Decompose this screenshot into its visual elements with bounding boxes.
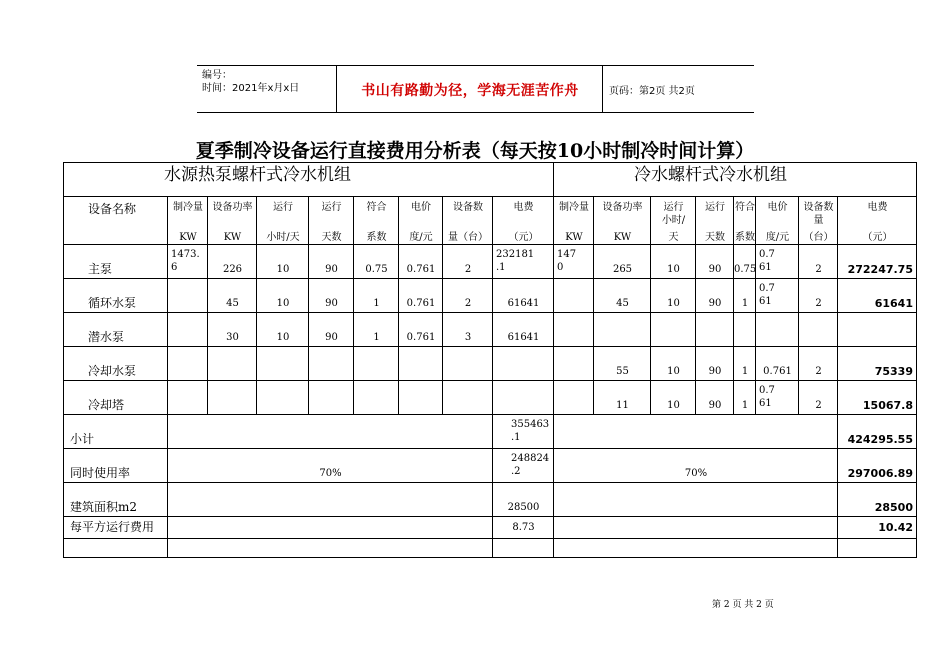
cell-value: 1473. 6 (171, 249, 200, 273)
cell-value: 30 (226, 332, 239, 343)
summary-right-value (837, 516, 917, 539)
column-label: 符合 (366, 202, 387, 213)
table-cell (798, 346, 838, 381)
table-cell (308, 278, 354, 313)
table-cell (650, 312, 696, 347)
table-cell (398, 380, 443, 415)
cell-value: 0.761 (406, 264, 436, 275)
row-name: 主泵 (88, 262, 113, 276)
table-cell (755, 312, 799, 347)
cell-value: 2 (815, 366, 822, 377)
cell-value: 10 (667, 400, 680, 411)
summary-name: 每平方运行费用 (70, 520, 155, 534)
cell-value: 90 (708, 264, 722, 275)
summary-left-span (167, 414, 493, 449)
table-cell (207, 312, 257, 347)
column-header (593, 196, 651, 245)
table-cell (167, 244, 208, 279)
page-title: 夏季制冷设备运行直接费用分析表（每天按10小时制冷时间计算） (195, 140, 755, 162)
table-cell (256, 380, 309, 415)
column-header (167, 196, 208, 245)
table-cell (837, 278, 917, 313)
column-unit: 系数 (735, 232, 755, 243)
table-cell (442, 244, 493, 279)
summary-name: 同时使用率 (70, 466, 131, 480)
summary-rate: 70% (684, 468, 708, 479)
column-label: 运行 (705, 202, 725, 213)
table-cell (167, 380, 208, 415)
table-cell (398, 278, 443, 313)
table-cell (207, 278, 257, 313)
column-header (650, 196, 696, 245)
summary-left-value (492, 538, 554, 558)
summary-left-value (492, 414, 554, 449)
cell-value: 0.75 (734, 264, 757, 275)
column-header (553, 196, 594, 245)
cell-value: 10 (276, 298, 290, 309)
column-unit: （元） (508, 232, 539, 243)
summary-value: 8.73 (512, 522, 535, 533)
column-label: 运行 (321, 202, 342, 213)
table-cell (308, 312, 354, 347)
table-cell (837, 312, 917, 347)
column-label: 电价 (767, 202, 788, 213)
column-unit: 天 (668, 232, 679, 243)
table-cell (207, 244, 257, 279)
column-unit: 天数 (321, 232, 342, 243)
document-header (197, 65, 754, 113)
column-unit: （台） (803, 232, 834, 243)
table-cell (733, 312, 756, 347)
table-cell (553, 244, 594, 279)
summary-name: 小计 (70, 432, 95, 446)
table-cell (308, 346, 354, 381)
table-cell (398, 244, 443, 279)
summary-left-span (167, 448, 493, 483)
cell-value: 0.761 (406, 298, 436, 309)
table-cell (593, 346, 651, 381)
summary-right-value (837, 482, 917, 517)
summary-value: 424295.55 (847, 433, 913, 446)
cell-value: 10 (667, 298, 680, 309)
table-cell (695, 244, 734, 279)
summary-right-value (837, 414, 917, 449)
table-cell (593, 312, 651, 347)
summary-right-span (553, 448, 838, 483)
column-unit: 度/元 (765, 232, 790, 243)
table-cell (353, 346, 399, 381)
table-row-name (63, 346, 168, 381)
summary-value: 28500 (874, 501, 913, 514)
cell-value: 2 (464, 264, 472, 275)
time-label: 时间：2021年x月x日 (202, 83, 300, 94)
header-divider (602, 66, 603, 112)
table-row-name (63, 244, 168, 279)
summary-left-value (492, 448, 554, 483)
table-cell (650, 278, 696, 313)
cell-value: 55 (616, 366, 629, 377)
column-header (353, 196, 399, 245)
cell-value: 2 (815, 264, 822, 275)
column-unit: KW (223, 232, 242, 243)
column-unit: KW (565, 232, 583, 243)
table-row-name (63, 278, 168, 313)
table-cell (755, 380, 799, 415)
summary-right-span (553, 516, 838, 539)
table-cell (167, 278, 208, 313)
table-cell (593, 278, 651, 313)
cell-value: 0.761 (406, 332, 436, 343)
column-unit: 小时/天 (266, 232, 300, 243)
cell-value: 1 (741, 366, 749, 377)
cell-value: 61641 (507, 298, 540, 309)
table-cell (553, 312, 594, 347)
table-cell (398, 312, 443, 347)
cell-value: 75339 (874, 365, 913, 378)
table-cell (837, 380, 917, 415)
column-header (207, 196, 257, 245)
summary-row-name (63, 538, 168, 558)
cell-value: 61641 (874, 297, 913, 310)
table-cell (256, 244, 309, 279)
table-cell (798, 278, 838, 313)
cell-value: 2 (815, 298, 822, 309)
cell-value: 2 (464, 298, 472, 309)
table-cell (256, 346, 309, 381)
cell-value: 11 (616, 400, 629, 411)
row-name: 冷却水泵 (88, 364, 137, 378)
cell-value: 45 (226, 298, 239, 309)
table-cell (650, 244, 696, 279)
cell-value: 90 (708, 400, 722, 411)
cell-value: 15067.8 (862, 399, 913, 412)
column-label: 设备功率 (212, 202, 253, 213)
summary-value: 297006.89 (847, 467, 913, 480)
table-cell (442, 380, 493, 415)
cell-value: 0.7 61 (759, 249, 775, 273)
cell-value: 90 (325, 298, 338, 309)
row-name: 循环水泵 (88, 296, 137, 310)
group-header-right (553, 162, 917, 197)
column-header (798, 196, 838, 245)
summary-left-span (167, 538, 493, 558)
column-label: 电价 (411, 202, 431, 213)
table-cell (492, 312, 554, 347)
table-cell (755, 346, 799, 381)
table-cell (798, 244, 838, 279)
table-cell (798, 380, 838, 415)
summary-left-value (492, 516, 554, 539)
table-cell (353, 380, 399, 415)
column-label: 电费 (867, 202, 888, 213)
column-header (733, 196, 756, 245)
cell-value: 90 (708, 366, 722, 377)
table-cell (695, 346, 734, 381)
table-cell (167, 346, 208, 381)
header-motto: 书山有路勤为径，学海无涯苦作舟 (361, 83, 579, 99)
table-row-name (63, 312, 168, 347)
table-cell (207, 380, 257, 415)
table-cell (733, 346, 756, 381)
header-meta (202, 69, 299, 95)
table-cell (733, 278, 756, 313)
cell-value: 0.761 (763, 366, 792, 377)
summary-rate: 70% (319, 468, 342, 479)
cell-value: 61641 (507, 332, 540, 343)
table-cell (695, 278, 734, 313)
column-label: 运行 小时/ (661, 202, 686, 226)
cell-value: 1 (373, 298, 380, 309)
cell-value: 272247.75 (847, 263, 913, 276)
page-label: 页码：第2页 共2页 (609, 86, 695, 97)
table-cell (553, 380, 594, 415)
cell-value: 90 (325, 264, 338, 275)
cell-value: 10 (276, 264, 290, 275)
summary-right-span (553, 414, 838, 449)
summary-value: 248824 .2 (511, 453, 550, 477)
table-row-name (63, 380, 168, 415)
group-title: 水源热泵螺杆式冷水机组 (164, 165, 351, 185)
summary-right-value (837, 448, 917, 483)
cell-value: 0.75 (365, 264, 388, 275)
column-unit: KW (613, 232, 632, 243)
column-unit: 系数 (366, 232, 387, 243)
column-label: 设备功率 (602, 202, 643, 213)
group-header-left (63, 162, 554, 197)
column-unit: （元） (862, 232, 893, 243)
cell-value: 10 (667, 366, 680, 377)
summary-row-name (63, 482, 168, 517)
table-cell (837, 244, 917, 279)
table-cell (492, 244, 554, 279)
cell-value: 90 (325, 332, 338, 343)
table-cell (308, 244, 354, 279)
summary-value: 28500 (507, 502, 540, 513)
table-cell (256, 312, 309, 347)
table-cell (733, 380, 756, 415)
column-header (837, 196, 917, 245)
cell-value: 232181 .1 (496, 249, 535, 273)
table-cell (442, 346, 493, 381)
group-title: 冷水螺杆式冷水机组 (634, 165, 787, 185)
table-cell (398, 346, 443, 381)
summary-left-span (167, 482, 493, 517)
summary-left-value (492, 482, 554, 517)
cell-value: 226 (222, 264, 243, 275)
summary-value: 10.42 (878, 521, 913, 534)
column-header (63, 196, 168, 245)
summary-row-name (63, 516, 168, 539)
header-divider (336, 66, 337, 112)
column-header (256, 196, 309, 245)
cell-value: 1 (373, 332, 380, 343)
table-cell (733, 244, 756, 279)
column-label: 设备数 (453, 202, 483, 213)
table-cell (442, 312, 493, 347)
code-label: 编号： (202, 70, 232, 81)
cell-value: 45 (616, 298, 629, 309)
page-footer: 第 2 页 共 2 页 (712, 600, 774, 610)
column-header (442, 196, 493, 245)
table-cell (492, 346, 554, 381)
table-cell (353, 278, 399, 313)
table-cell (492, 380, 554, 415)
summary-right-span (553, 482, 838, 517)
summary-name: 建筑面积m2 (70, 500, 138, 514)
cell-value: 2 (815, 400, 822, 411)
summary-value: 355463 .1 (511, 419, 550, 443)
column-header (755, 196, 799, 245)
cost-analysis-table (63, 162, 916, 557)
table-cell (755, 244, 799, 279)
table-cell (837, 346, 917, 381)
cell-value: 1 (741, 400, 749, 411)
table-cell (256, 278, 309, 313)
cell-value: 265 (612, 264, 633, 275)
summary-right-value (837, 538, 917, 558)
column-unit: 度/元 (409, 232, 433, 243)
column-name-label: 设备名称 (88, 202, 137, 216)
cell-value: 0.7 61 (759, 385, 775, 409)
table-cell (650, 346, 696, 381)
column-header (308, 196, 354, 245)
cell-value: 90 (708, 298, 722, 309)
cell-value: 0.7 61 (759, 283, 775, 307)
table-cell (308, 380, 354, 415)
column-label: 运行 (273, 202, 293, 213)
column-label: 设备数 量 (803, 202, 834, 226)
summary-row-name (63, 414, 168, 449)
column-label: 制冷量 (559, 202, 589, 213)
table-cell (593, 380, 651, 415)
column-header (695, 196, 734, 245)
table-cell (695, 380, 734, 415)
table-cell (553, 278, 594, 313)
column-unit: 天数 (705, 232, 725, 243)
cell-value: 3 (464, 332, 472, 343)
table-cell (755, 278, 799, 313)
table-cell (593, 244, 651, 279)
cell-value: 147 0 (557, 249, 577, 273)
table-cell (167, 312, 208, 347)
column-unit: KW (179, 232, 197, 243)
column-header (492, 196, 554, 245)
cell-value: 10 (276, 332, 290, 343)
cell-value: 1 (741, 298, 749, 309)
table-cell (353, 244, 399, 279)
table-cell (492, 278, 554, 313)
column-label: 电费 (513, 202, 534, 213)
column-label: 制冷量 (173, 202, 203, 213)
table-cell (798, 312, 838, 347)
row-name: 冷却塔 (88, 398, 125, 412)
column-unit: 量（台） (448, 232, 488, 243)
column-header (398, 196, 443, 245)
summary-right-span (553, 538, 838, 558)
table-cell (353, 312, 399, 347)
summary-row-name (63, 448, 168, 483)
cell-value: 10 (667, 264, 680, 275)
table-cell (695, 312, 734, 347)
column-label: 符合 (735, 202, 755, 213)
table-cell (207, 346, 257, 381)
table-cell (650, 380, 696, 415)
row-name: 潜水泵 (88, 330, 125, 344)
table-cell (553, 346, 594, 381)
table-cell (442, 278, 493, 313)
summary-left-span (167, 516, 493, 539)
